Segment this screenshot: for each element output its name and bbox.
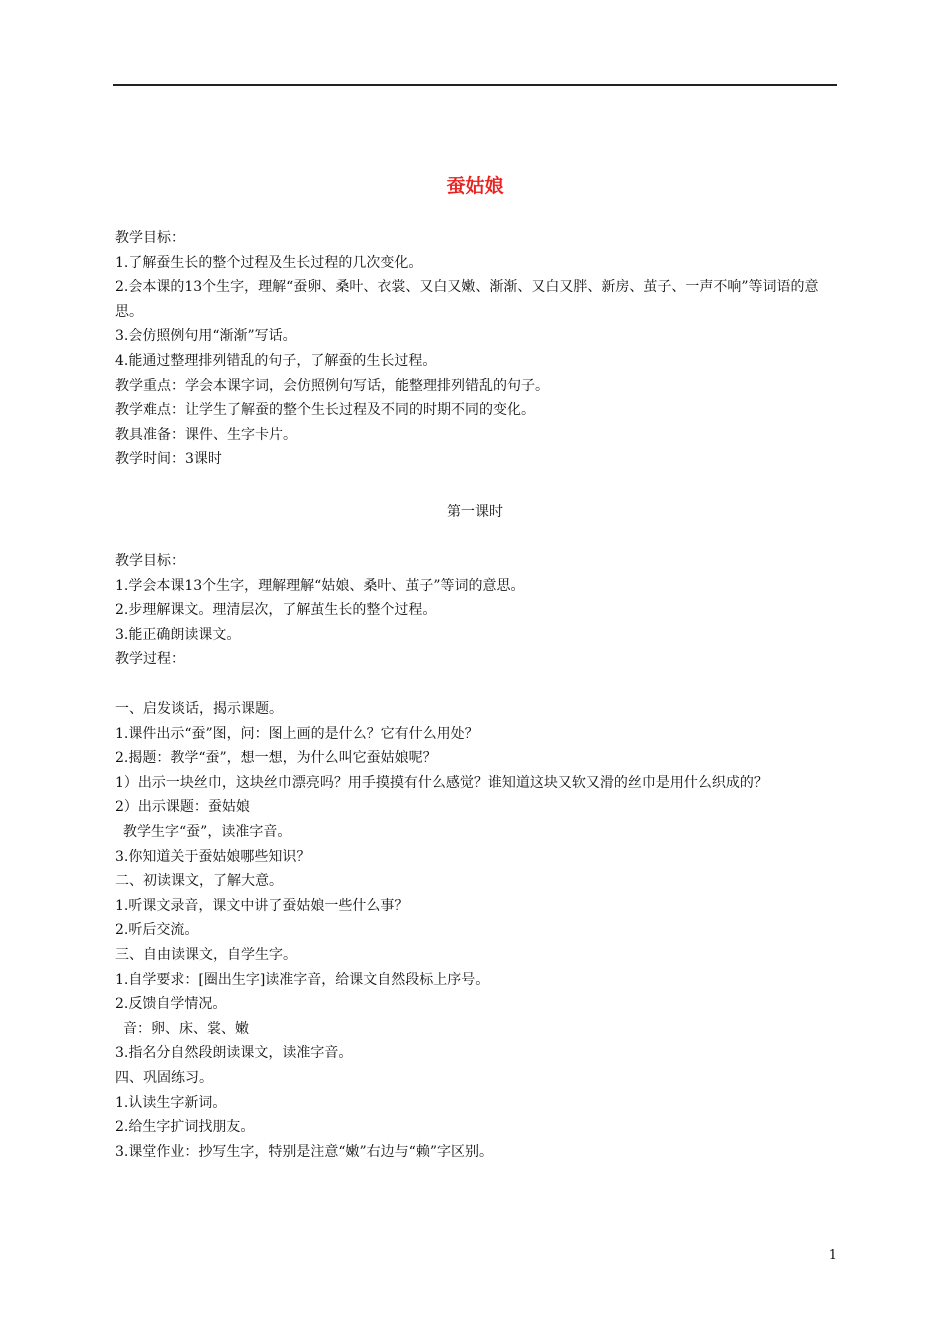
goal-line: 1.学会本课13个生字，理解理解“姑娘、桑叶、茧子”等词的意思。	[115, 577, 525, 594]
process-line: 2.揭题：教学“蚕”，想一想，为什么叫它蚕姑娘呢？	[115, 750, 437, 767]
intro-line: 2.会本课的13个生字，理解“蚕卵、桑叶、衣裳、又白又嫩、渐渐、又白又胖、新房、茧子、一声不响”等词语的意思。	[115, 279, 819, 320]
process-line: 3.课堂作业：抄写生字，特别是注意“嫩”右边与“赖”字区别。	[115, 1143, 493, 1160]
intro-line: 4.能通过整理排列错乱的句子，了解蚕的生长过程。	[115, 352, 437, 369]
process-line: 教学生字“蚕”，读准字音。	[123, 823, 292, 840]
process-section	[115, 697, 839, 1164]
lesson-goals-section	[115, 549, 839, 672]
intro-line: 教具准备：课件、生字卡片。	[115, 426, 297, 443]
process-line: 3.你知道关于蚕姑娘哪些知识？	[115, 848, 311, 865]
process-line: 2）出示课题：蚕姑娘	[115, 799, 250, 816]
process-line: 1.自学要求：[圈出生字]读准字音，给课文自然段标上序号。	[115, 971, 490, 988]
intro-line: 教学目标：	[115, 230, 185, 246]
intro-line: 教学难点：让学生了解蚕的整个生长过程及不同的时期不同的变化。	[115, 402, 535, 419]
intro-line: 1.了解蚕生长的整个过程及生长过程的几次变化。	[115, 254, 423, 271]
lesson-heading: 第一课时	[447, 504, 503, 520]
intro-line: 3.会仿照例句用“渐渐”写话。	[115, 328, 297, 345]
intro-line: 教学时间：3课时	[115, 451, 222, 468]
process-line: 2.反馈自学情况。	[115, 996, 227, 1013]
page-number: 1	[828, 1248, 837, 1263]
intro-section	[115, 226, 839, 472]
process-line: 一、启发谈话，揭示课题。	[115, 701, 283, 717]
process-line: 三、自由读课文，自学生字。	[115, 946, 297, 963]
intro-line: 教学重点：学会本课字词，会仿照例句写话，能整理排列错乱的句子。	[115, 377, 549, 394]
process-line: 3.指名分自然段朗读课文，读准字音。	[115, 1045, 353, 1062]
process-line: 音：卵、床、裳、嫩	[123, 1020, 249, 1037]
process-line: 1）出示一块丝巾，这块丝巾漂亮吗？用手摸摸有什么感觉？谁知道这块又软又滑的丝巾是用什么织成的？	[115, 774, 768, 791]
process-line: 2.听后交流。	[115, 922, 199, 939]
process-line: 四、巩固练习。	[115, 1069, 213, 1086]
goal-line: 2.步理解课文。理清层次，了解茧生长的整个过程。	[115, 602, 437, 619]
process-line: 二、初读课文，了解大意。	[115, 873, 283, 890]
header-rule	[113, 84, 837, 86]
process-line: 1.课件出示“蚕”图，问：图上画的是什么？它有什么用处？	[115, 725, 479, 742]
process-line: 2.给生字扩词找朋友。	[115, 1119, 255, 1136]
goal-line: 教学目标：	[115, 553, 185, 569]
process-line: 1.认读生字新词。	[115, 1094, 227, 1111]
process-line: 1.听课文录音，课文中讲了蚕姑娘一些什么事？	[115, 897, 409, 914]
goal-line: 3.能正确朗读课文。	[115, 626, 241, 643]
document-title: 蚕姑娘	[446, 175, 504, 197]
goal-line: 教学过程：	[115, 651, 185, 668]
